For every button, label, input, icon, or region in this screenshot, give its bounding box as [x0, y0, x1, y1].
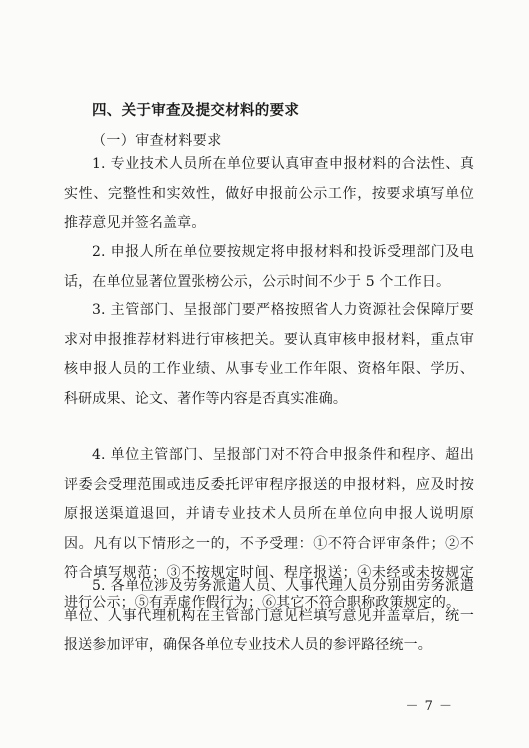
paragraph-2: 2. 申报人所在单位要按规定将申报材料和投诉受理部门及电话，在单位显著位置张榜公示，公示时间不少于 5 个工作日。: [64, 244, 474, 290]
sub-heading: （一）审查材料要求: [92, 133, 222, 149]
paragraph-5: 5. 各单位涉及劳务派遣人员、人事代理人员分别由劳务派遣单位、人事代理机构在主管部门意见栏填写意见并盖章后，统一报送参加评审，确保各单位专业技术人员的参评路径统一。: [64, 578, 474, 653]
paragraph-1: 1. 专业技术人员所在单位要认真审查申报材料的合法性、真实性、完整性和实效性，做好申报前公示工作，按要求填写单位推荐意见并签名盖章。: [64, 156, 474, 231]
paragraph-4: 4. 单位主管部门、呈报部门对不符合申报条件和程序、超出评委会受理范围或违反委托评审程序报送的申报材料，应及时按原报送渠道退回，并请专业技术人员所在单位向申报人说明原因。凡有以下情形之一的，不予受理：①不符合评审条件；②不符合填写规范；③不按规定时间、程序报送；④未经或未按规定进行公示；⑤有弄虚作假行为；⑥其它不符合职称政策规定的。: [64, 447, 474, 611]
section-heading: 四、关于审查及提交材料的要求: [92, 103, 300, 119]
paragraph-3: 3. 主管部门、呈报部门要严格按照省人力资源社会保障厅要求对申报推荐材料进行审核把关。要认真审核申报材料，重点审核申报人员的工作业绩、从事专业工作年限、资格年限、学历、科研成果、论文、著作等内容是否真实准确。: [64, 302, 474, 407]
page-number: － 7 －: [405, 699, 453, 714]
